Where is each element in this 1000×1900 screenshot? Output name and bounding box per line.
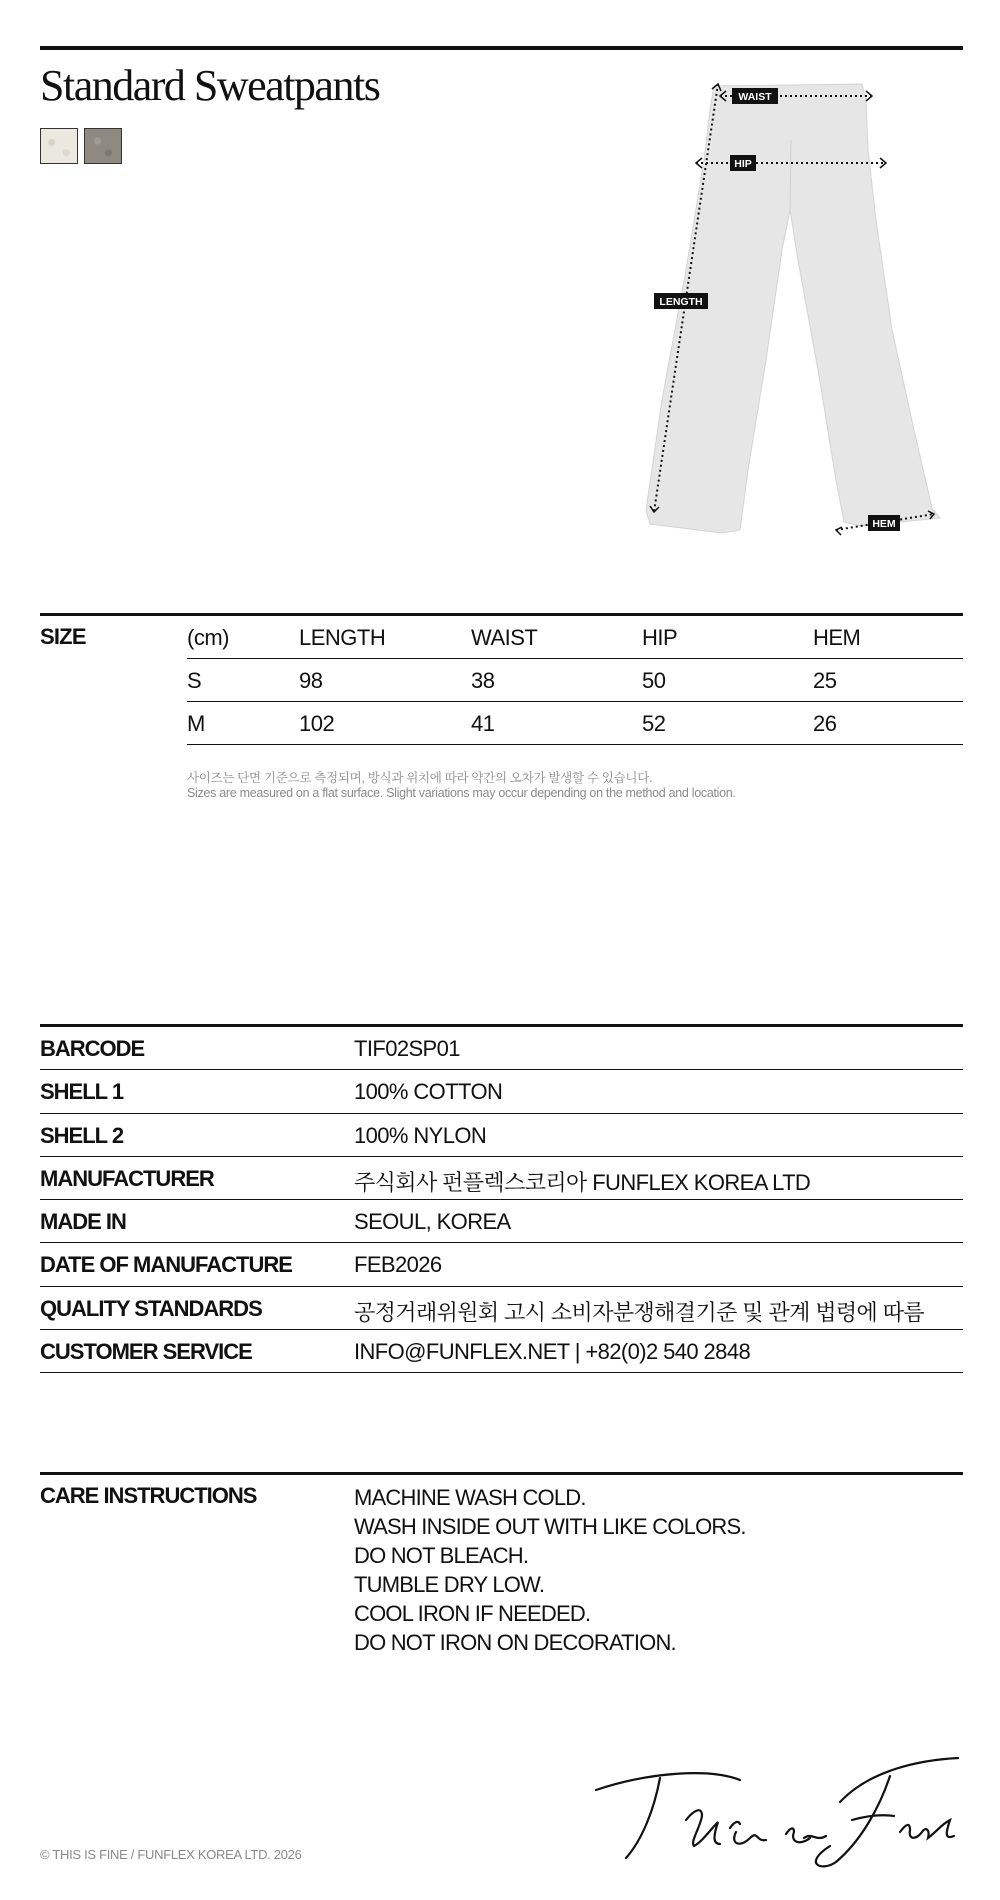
info-value[interactable]: INFO@FUNFLEX.NET | +82(0)2 540 2848: [354, 1339, 751, 1365]
info-value: 공정거래위원회 고시 소비자분쟁해결기준 및 관계 법령에 따름: [354, 1299, 925, 1325]
hip-label: HIP: [734, 158, 752, 170]
copyright: © THIS IS FINE / FUNFLEX KOREA LTD. 2026: [40, 1847, 302, 1862]
color-swatch-light[interactable]: [40, 128, 78, 164]
size-cell: 98: [299, 668, 323, 693]
info-value: SEOUL, KOREA: [354, 1209, 511, 1235]
size-header-row: [187, 616, 963, 659]
color-swatch-charcoal[interactable]: [84, 128, 122, 164]
care-heading: CARE INSTRUCTIONS: [40, 1483, 257, 1508]
size-header-unit: (cm): [187, 625, 229, 650]
info-key: MANUFACTURER: [40, 1165, 214, 1191]
care-item: COOL IRON IF NEEDED.: [354, 1601, 591, 1626]
size-header-hem: HEM: [813, 625, 861, 650]
info-key: DATE OF MANUFACTURE: [40, 1252, 292, 1278]
size-note-korean: 사이즈는 단면 기준으로 측정되며, 방식과 위치에 따라 약간의 오차가 발생할 수 있습니다.: [187, 771, 653, 785]
size-cell: 41: [471, 711, 495, 736]
care-item: DO NOT BLEACH.: [354, 1543, 529, 1568]
size-row-m: [187, 702, 963, 745]
size-cell: M: [187, 711, 205, 736]
info-row-shell-1: [40, 1070, 963, 1113]
signature-logo: [590, 1750, 970, 1870]
care-list: [354, 1483, 746, 1657]
info-row-manufacturer: [40, 1157, 963, 1200]
info-key: SHELL 2: [40, 1122, 124, 1148]
size-heading: SIZE: [40, 624, 86, 649]
info-row-date: [40, 1243, 963, 1286]
info-value: FEB2026: [354, 1252, 442, 1278]
size-cell: 25: [813, 668, 837, 693]
info-value: 주식회사 펀플렉스코리아 FUNFLEX KOREA LTD: [354, 1169, 811, 1195]
info-key: QUALITY STANDARDS: [40, 1295, 262, 1321]
size-cell: S: [187, 668, 202, 693]
size-note-english: Sizes are measured on a flat surface. Slight variations may occur depending on the method and location.: [187, 786, 736, 800]
size-header-length: LENGTH: [299, 625, 386, 650]
size-table: [187, 616, 963, 745]
size-cell: 50: [642, 668, 666, 693]
info-key: CUSTOMER SERVICE: [40, 1339, 252, 1365]
info-value: TIF02SP01: [354, 1036, 460, 1061]
info-row-shell-2: [40, 1114, 963, 1157]
info-key: MADE IN: [40, 1209, 126, 1235]
info-key: SHELL 1: [40, 1079, 124, 1105]
info-value: 100% COTTON: [354, 1079, 503, 1105]
care-item: DO NOT IRON ON DECORATION.: [354, 1630, 676, 1655]
waist-label: WAIST: [738, 91, 772, 103]
length-label: LENGTH: [659, 296, 703, 308]
size-cell: 26: [813, 711, 837, 736]
info-row-quality: [40, 1287, 963, 1330]
hem-label: HEM: [872, 518, 896, 530]
size-header-hip: HIP: [642, 625, 678, 650]
product-info-table: [40, 1027, 963, 1373]
top-rule: [40, 46, 963, 50]
info-row-barcode: [40, 1027, 963, 1070]
care-item: MACHINE WASH COLD.: [354, 1485, 586, 1510]
size-cell: 52: [642, 711, 666, 736]
care-item: TUMBLE DRY LOW.: [354, 1572, 545, 1597]
info-row-made-in: [40, 1200, 963, 1243]
size-row-s: [187, 659, 963, 702]
info-key: BARCODE: [40, 1036, 145, 1061]
care-item: WASH INSIDE OUT WITH LIKE COLORS.: [354, 1514, 746, 1539]
product-title: Standard Sweatpants: [40, 61, 380, 110]
size-cell: 38: [471, 668, 495, 693]
info-row-customer-service: [40, 1330, 963, 1373]
info-value: 100% NYLON: [354, 1122, 487, 1148]
size-cell: 102: [299, 711, 335, 736]
size-header-waist: WAIST: [471, 625, 538, 650]
care-rule: [40, 1472, 963, 1475]
pants-measurement-diagram: [640, 70, 950, 550]
